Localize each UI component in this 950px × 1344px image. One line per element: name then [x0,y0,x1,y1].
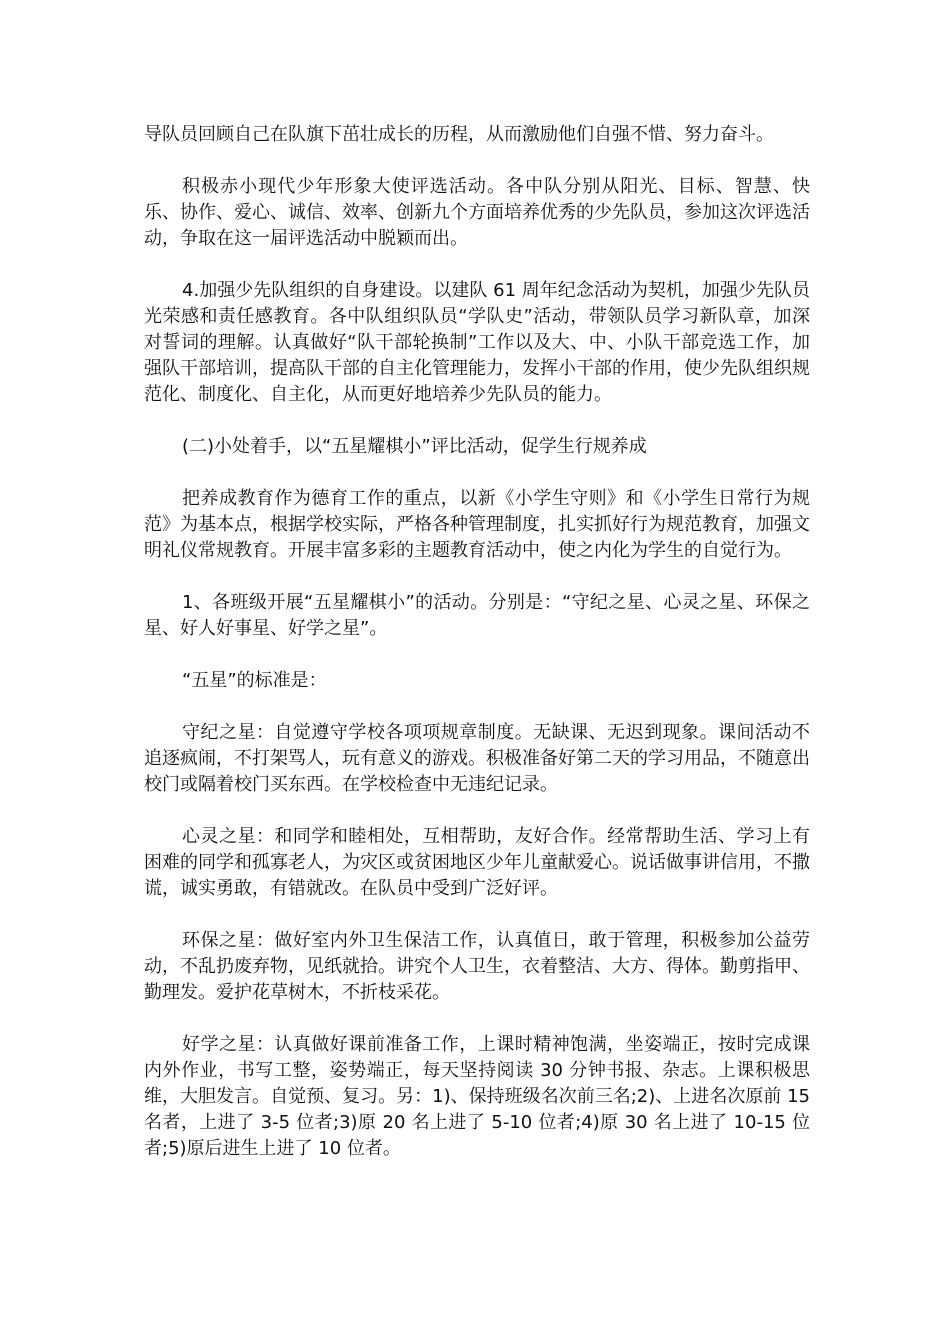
paragraph-7: “五星”的标准是： [182,670,327,691]
paragraph-5: 把养成教育作为德育工作的重点，以新《小学生守则》和《小学生日常行为规范》为基本点，根据学校实际，严格各种管理制度，扎实抓好行为规范教育，加强文明礼仪常规教育。开展丰富多彩的主题教育活动中，使之内化为学生的自觉行为。 [144,488,810,561]
paragraph-11: 好学之星：认真做好课前准备工作，上课时精神饱满，坐姿端正，按时完成课内外作业，书写工整，姿势端正，每天坚持阅读 30 分钟书报、杂志。上课积极思维，大胆发言。自觉预、复习。另：1)、保持班级名次前三名;2)、上进名次原前 15 名者，上进了 3-5 位者;3)原 20 名上进了 5-10 位者;4)原 30 名上进了 10-15 位者;5)原后进生上进了 10 位者。 [144,1034,810,1159]
document-page [144,122,810,1162]
paragraph-1: 导队员回顾自己在队旗下茁壮成长的历程，从而激励他们自强不惜、努力奋斗。 [144,124,774,145]
paragraph-8: 守纪之星：自觉遵守学校各项项规章制度。无缺课、无迟到现象。课间活动不追逐疯闹，不打架骂人，玩有意义的游戏。积极准备好第二天的学习用品，不随意出校门或隔着校门买东西。在学校检查中无违纪记录。 [144,722,810,795]
paragraph-3: 4.加强少先队组织的自身建设。以建队 61 周年纪念活动为契机，加强少先队员光荣感和责任感教育。各中队组织队员“学队史”活动，带领队员学习新队章，加深对誓词的理解。认真做好“队干部轮换制”工作以及大、中、小队干部竞选工作，加强队干部培训，提高队干部的自主化管理能力，发挥小干部的作用，使少先队组织规范化、制度化、自主化，从而更好地培养少先队员的能力。 [144,280,810,405]
paragraph-2: 积极赤小现代少年形象大使评选活动。各中队分别从阳光、目标、智慧、快乐、协作、爱心、诚信、效率、创新九个方面培养优秀的少先队员，参加这次评选活动，争取在这一届评选活动中脱颖而出。 [144,176,810,249]
paragraph-10: 环保之星：做好室内外卫生保洁工作，认真值日，敢于管理，积极参加公益劳动，不乱扔废弃物，见纸就拾。讲究个人卫生，衣着整洁、大方、得体。勤剪指甲、勤理发。爱护花草树木，不折枝采花。 [144,930,810,1003]
section-heading: (二)小处着手，以“五星耀棋小”评比活动，促学生行规养成 [182,436,647,457]
paragraph-9: 心灵之星：和同学和睦相处，互相帮助，友好合作。经常帮助生活、学习上有困难的同学和孤寡老人，为灾区或贫困地区少年儿童献爱心。说话做事讲信用，不撒谎，诚实勇敢，有错就改。在队员中受到广泛好评。 [144,826,810,899]
paragraph-6: 1、各班级开展“五星耀棋小”的活动。分别是：“守纪之星、心灵之星、环保之星、好人好事星、好学之星”。 [144,592,810,639]
